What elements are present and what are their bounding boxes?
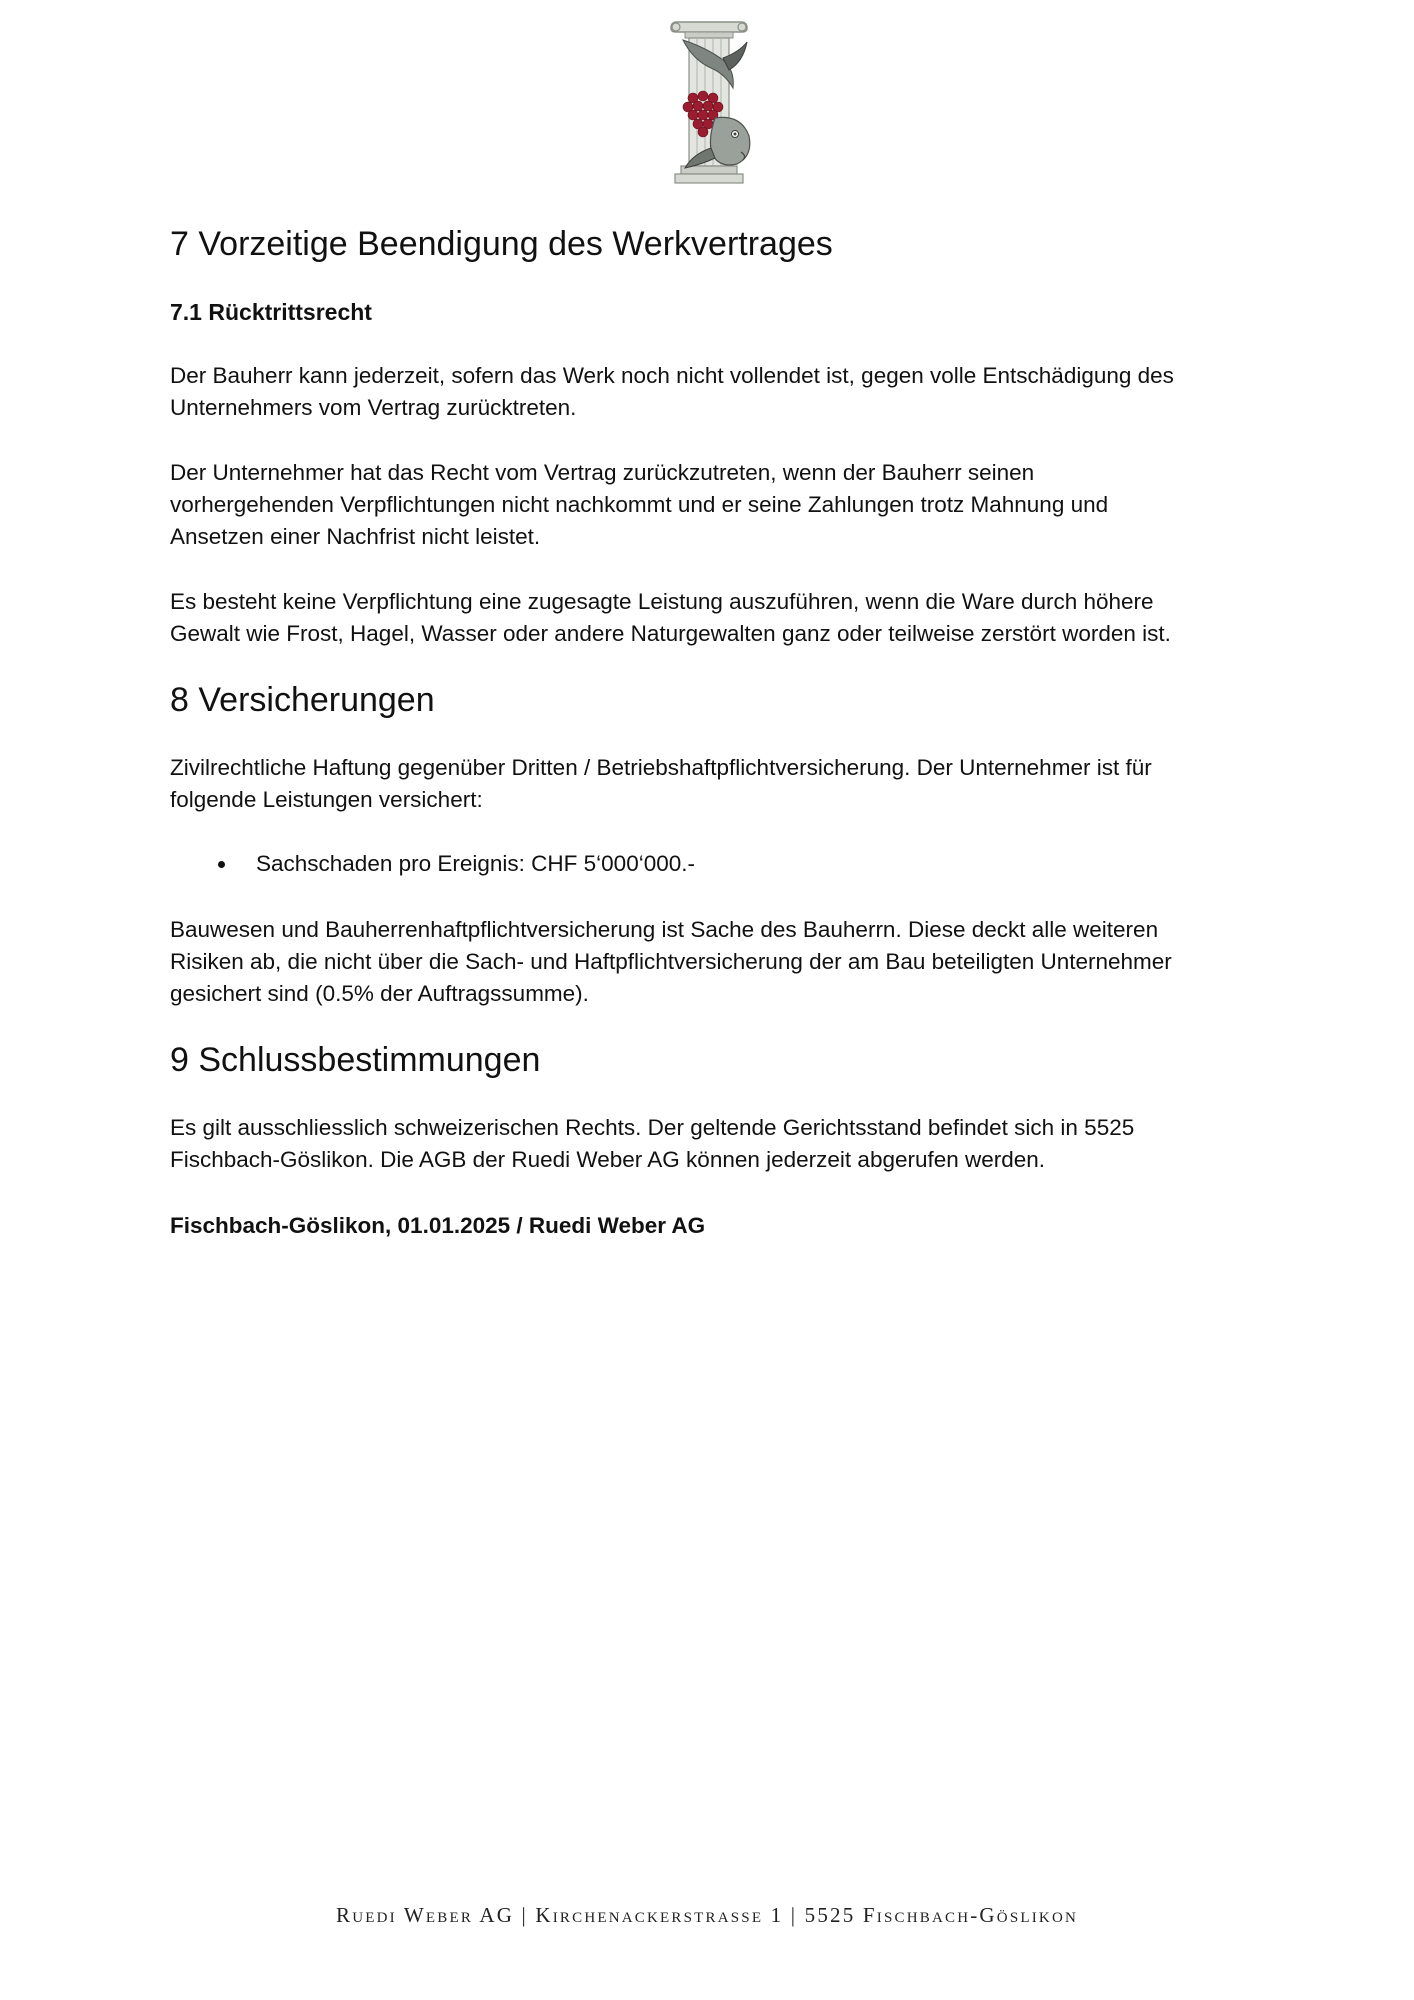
list-item-text: Sachschaden pro Ereignis: CHF 5‘000‘000.- (256, 851, 695, 876)
paragraph-line: folgende Leistungen versichert: (170, 787, 483, 812)
paragraph-line: Es besteht keine Verpflichtung eine zugesagte Leistung auszuführen, wenn die Ware durch höhere (170, 589, 1154, 614)
section-7-paragraph-2 (170, 457, 1250, 553)
paragraph-line: Risiken ab, die nicht über die Sach- und Haftpflichtversicherung der am Bau beteiligten Unternehmer (170, 949, 1172, 974)
paragraph-line: gesichert sind (0.5% der Auftragssumme). (170, 981, 589, 1006)
section-9-paragraph (170, 1112, 1250, 1176)
paragraph-line: Der Bauherr kann jederzeit, sofern das Werk noch nicht vollendet ist, gegen volle Entschädigung des (170, 363, 1174, 388)
section-8-outro (170, 914, 1250, 1010)
document-body (170, 222, 1250, 1242)
company-logo (663, 18, 755, 186)
paragraph-line: Der Unternehmer hat das Recht vom Vertrag zurückzutreten, wenn der Bauherr seinen (170, 460, 1035, 485)
list-item (170, 848, 1250, 880)
signature-line: Fischbach-Göslikon, 01.01.2025 / Ruedi Weber AG (170, 1213, 706, 1238)
paragraph-line: Gewalt wie Frost, Hagel, Wasser oder andere Naturgewalten ganz oder teilweise zerstört worden ist. (170, 621, 1171, 646)
paragraph-line: Bauwesen und Bauherrenhaftpflichtversicherung ist Sache des Bauherrn. Diese deckt alle weiteren (170, 917, 1159, 942)
section-9-heading: 9 Schlussbestimmungen (170, 1041, 541, 1079)
insurance-list (170, 848, 1250, 880)
paragraph-line: Ansetzen einer Nachfrist nicht leistet. (170, 524, 541, 549)
page-footer: Ruedi Weber AG | Kirchenackerstrasse 1 | 5525 Fischbach-Göslikon (335, 1903, 1079, 1927)
paragraph-line: Unternehmers vom Vertrag zurücktreten. (170, 395, 577, 420)
column-koi-fish-grapes-logo-icon (663, 18, 755, 186)
section-7-paragraph-3 (170, 586, 1250, 650)
section-7-paragraph-1 (170, 360, 1250, 424)
section-7-1-subheading: 7.1 Rücktrittsrecht (170, 299, 372, 325)
paragraph-line: Es gilt ausschliesslich schweizerischen Rechts. Der geltende Gerichtsstand befindet sich in 5525 (170, 1115, 1135, 1140)
bullet-icon (218, 861, 225, 868)
paragraph-line: Fischbach-Göslikon. Die AGB der Ruedi Weber AG können jederzeit abgerufen werden. (170, 1147, 1046, 1172)
section-8-heading: 8 Versicherungen (170, 681, 435, 719)
section-8-intro (170, 752, 1250, 816)
section-7-heading: 7 Vorzeitige Beendigung des Werkvertrages (170, 225, 833, 263)
paragraph-line: Zivilrechtliche Haftung gegenüber Dritten / Betriebshaftpflichtversicherung. Der Unternehmer ist für (170, 755, 1152, 780)
paragraph-line: vorhergehenden Verpflichtungen nicht nachkommt und er seine Zahlungen trotz Mahnung und (170, 492, 1109, 517)
